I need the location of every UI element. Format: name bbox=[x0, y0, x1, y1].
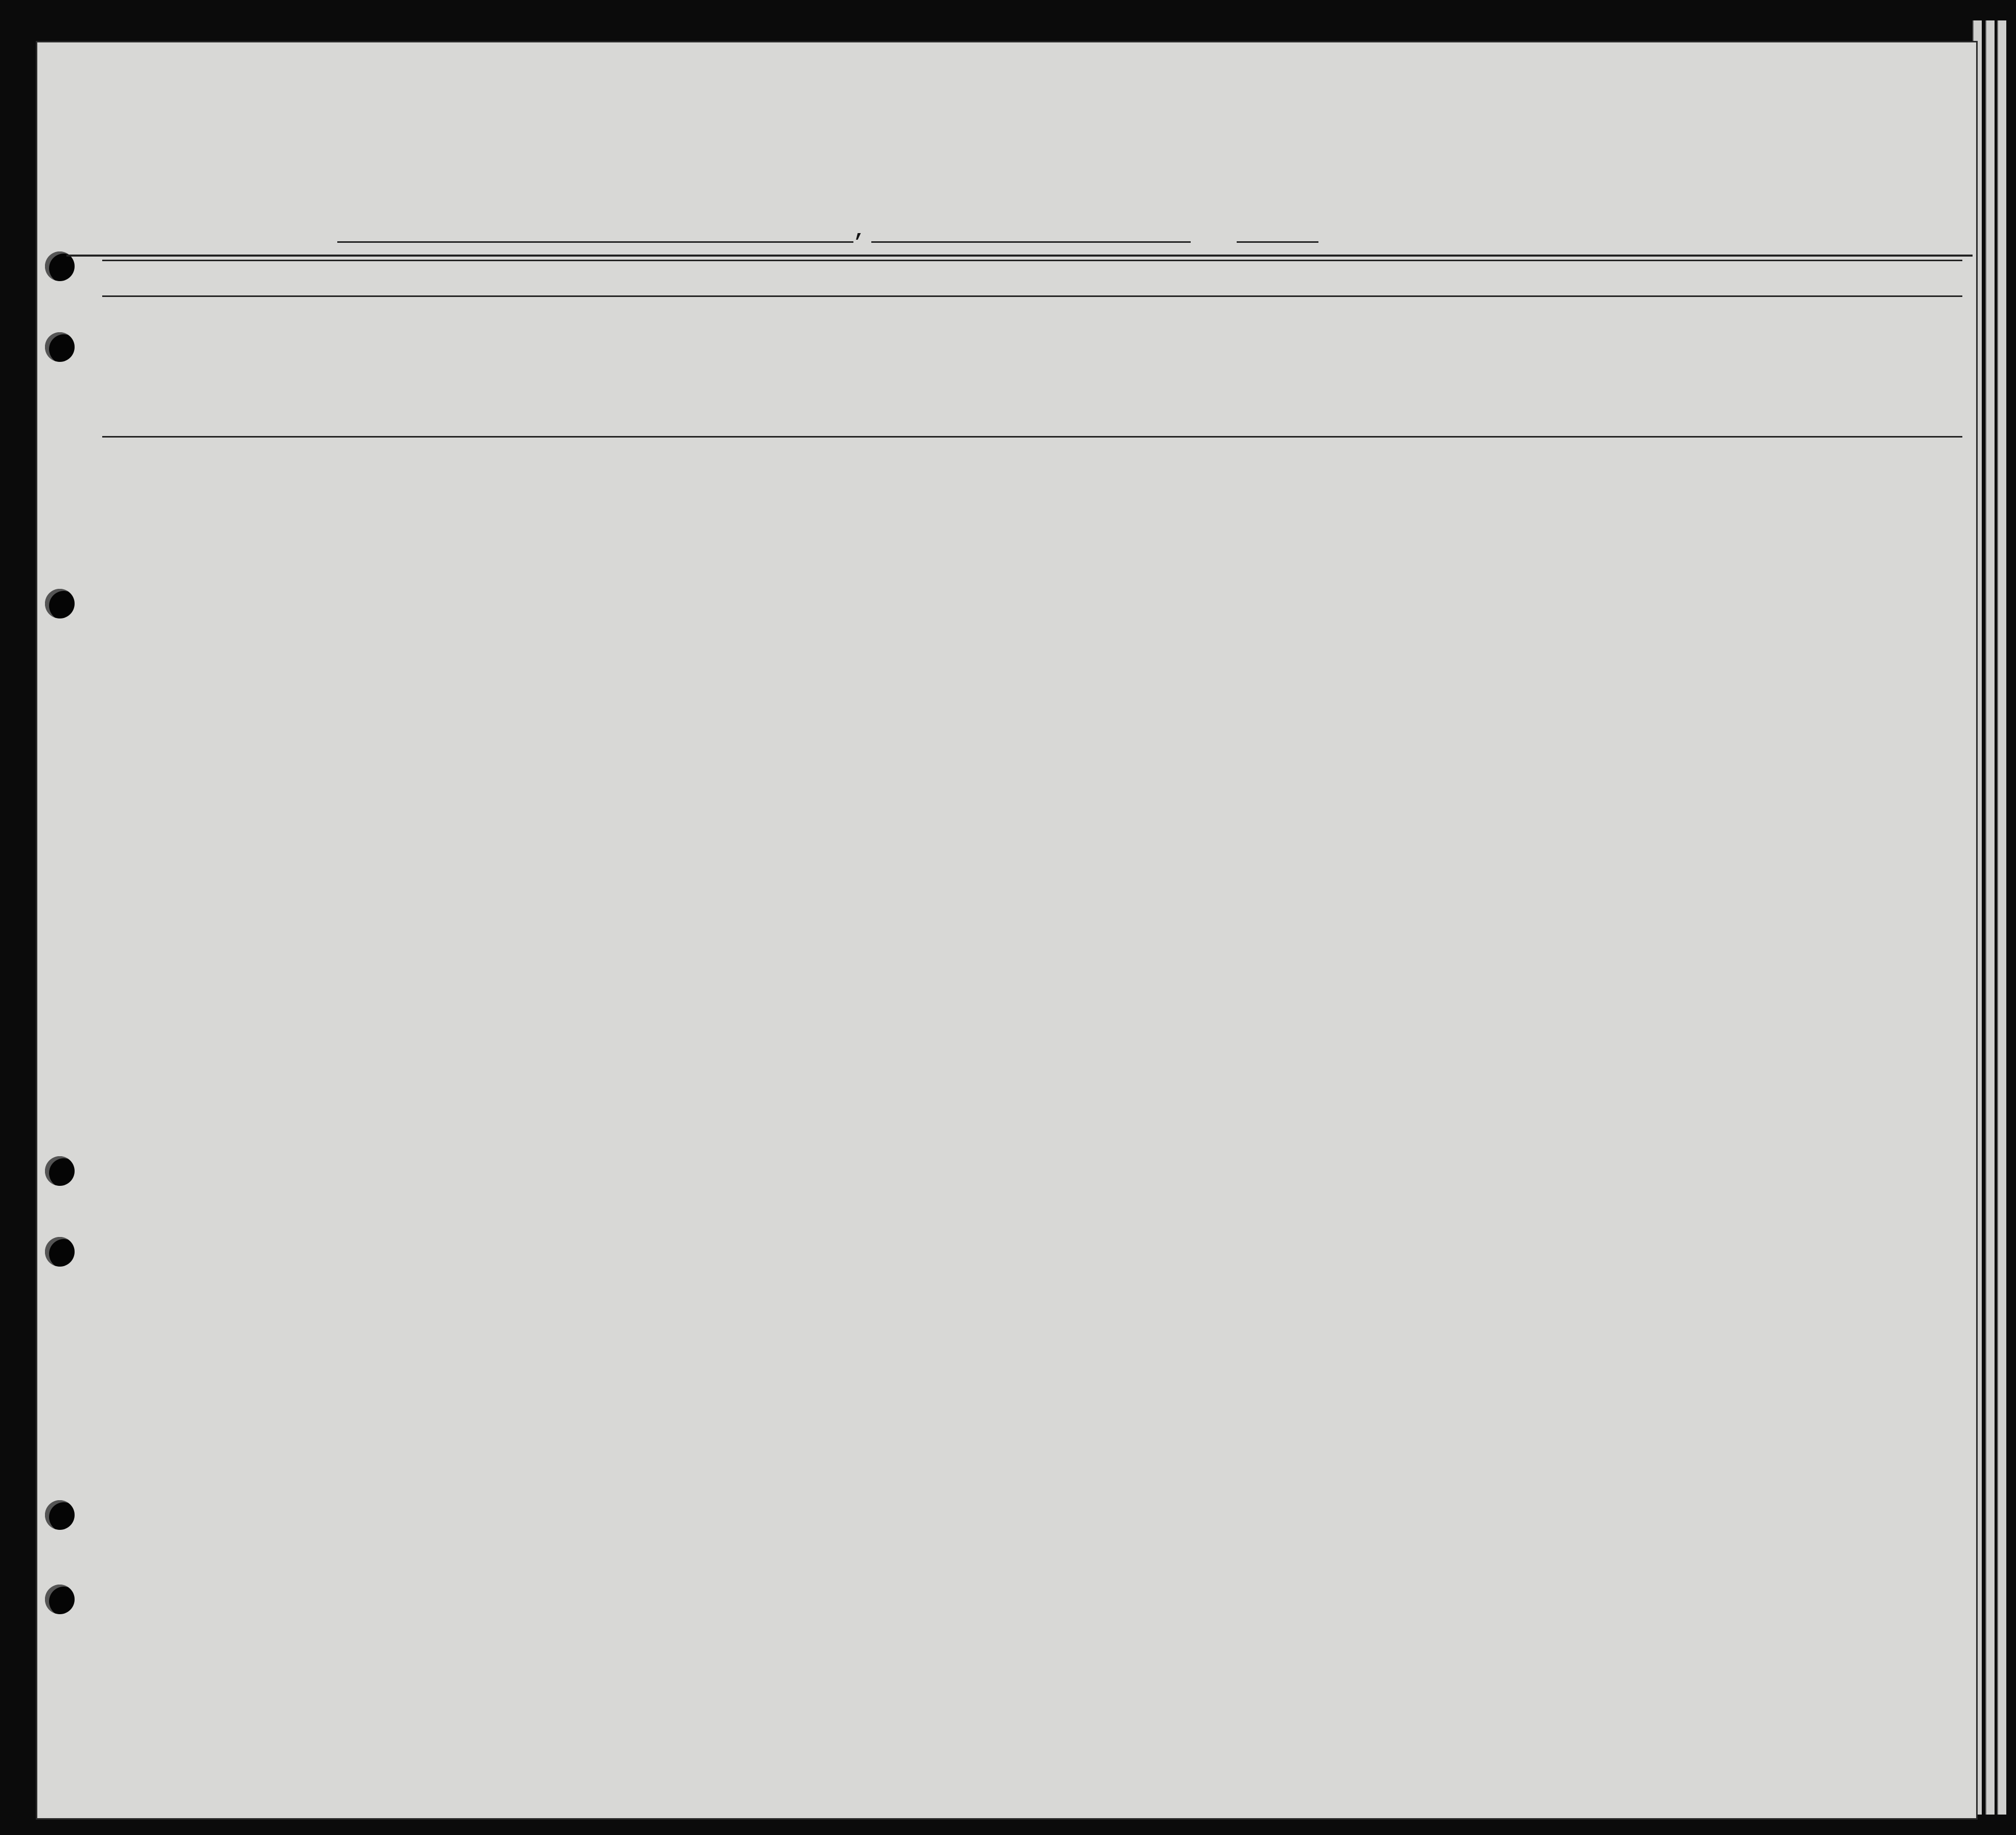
punch-hole bbox=[45, 1237, 75, 1267]
punch-hole bbox=[45, 1585, 75, 1614]
header-rule bbox=[66, 255, 1973, 257]
rule bbox=[102, 295, 1962, 297]
rule bbox=[102, 260, 1962, 261]
year-underline bbox=[1237, 241, 1318, 243]
punch-hole bbox=[45, 589, 75, 618]
port-underline bbox=[337, 241, 853, 243]
punch-hole bbox=[45, 332, 75, 362]
punch-hole bbox=[45, 1500, 75, 1530]
manifest-table bbox=[102, 260, 1962, 1665]
page-edge bbox=[1985, 20, 1995, 1815]
rule bbox=[102, 436, 1962, 438]
comma: , bbox=[853, 220, 866, 243]
page-edge bbox=[1997, 20, 2006, 1815]
date-underline bbox=[871, 241, 1191, 243]
punch-hole bbox=[45, 1156, 75, 1186]
